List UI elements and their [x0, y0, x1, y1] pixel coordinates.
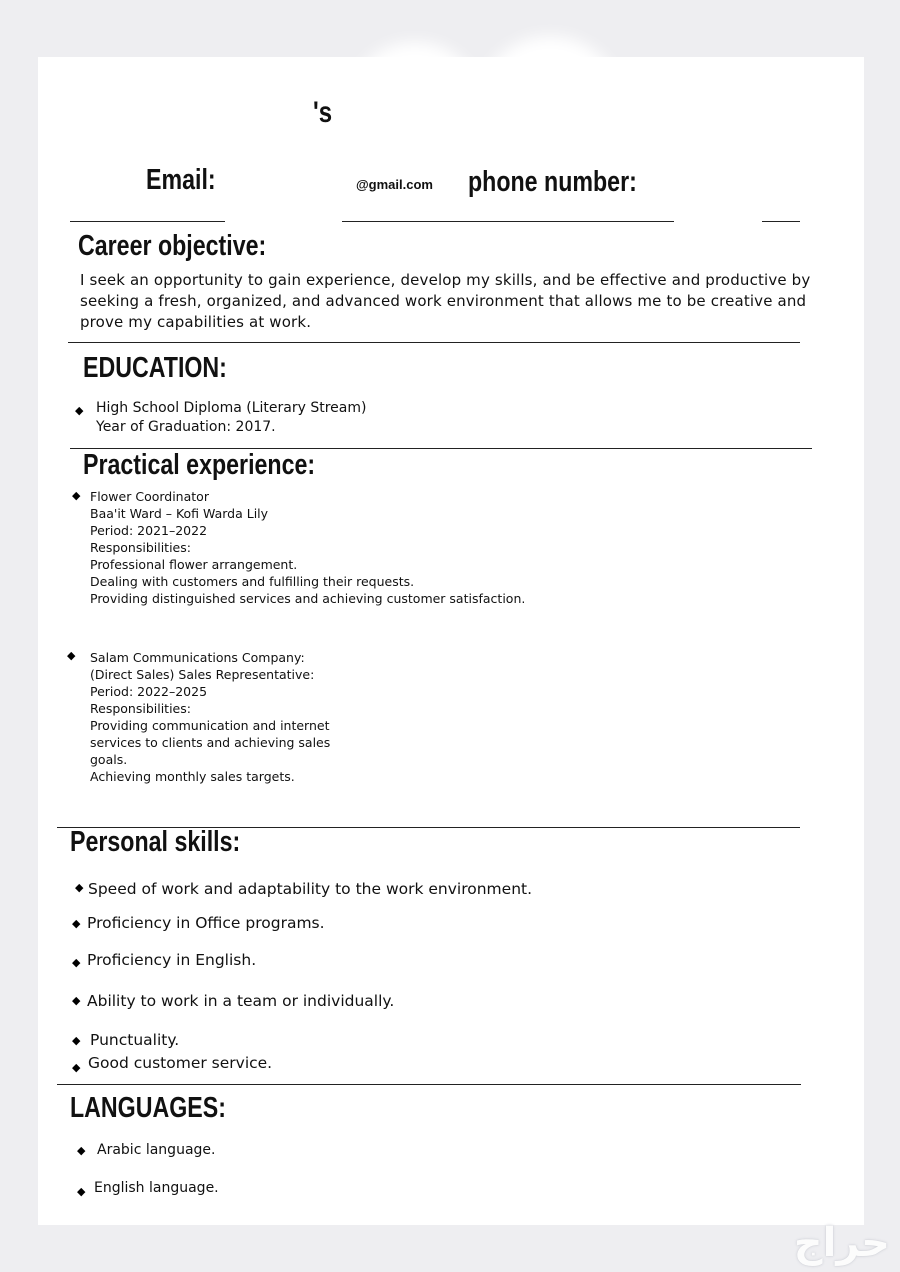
diamond-bullet-icon: ◆	[77, 1185, 86, 1198]
education-title: EDUCATION:	[83, 352, 227, 384]
diamond-bullet-icon: ◆	[72, 994, 81, 1007]
job-line: Providing distinguished services and achieving customer satisfaction.	[90, 591, 526, 606]
skill-item: Proficiency in Office programs.	[87, 914, 325, 932]
diamond-bullet-icon: ◆	[67, 649, 76, 662]
career-line: seeking a fresh, organized, and advanced work environment that allows me to be creative and	[80, 292, 807, 310]
job-line: Providing communication and internet	[90, 718, 330, 733]
job-line: Dealing with customers and fulfilling their requests.	[90, 574, 415, 589]
job-line: Achieving monthly sales targets.	[90, 769, 295, 784]
job-line: Salam Communications Company:	[90, 650, 305, 665]
job-line: goals.	[90, 752, 128, 767]
language-item: English language.	[94, 1180, 219, 1196]
divider	[342, 221, 674, 222]
redaction-blob	[480, 36, 620, 166]
diamond-bullet-icon: ◆	[72, 1034, 81, 1047]
redaction-blob	[350, 42, 480, 162]
experience-title: Practical experience:	[83, 449, 316, 481]
job-line: Professional flower arrangement.	[90, 557, 298, 572]
skill-item: Ability to work in a team or individually.	[87, 992, 395, 1010]
education-entry	[96, 399, 366, 437]
divider	[762, 221, 800, 222]
diamond-bullet-icon: ◆	[72, 917, 81, 930]
job-line: (Direct Sales) Sales Representative:	[90, 667, 315, 682]
career-objective-title: Career objective:	[78, 230, 267, 262]
diamond-bullet-icon: ◆	[72, 956, 81, 969]
job-line: Responsibilities:	[90, 540, 191, 555]
diamond-bullet-icon: ◆	[75, 404, 84, 417]
career-line: I seek an opportunity to gain experience, develop my skills, and be effective and productive by	[80, 271, 811, 289]
diamond-bullet-icon: ◆	[72, 1061, 81, 1074]
job-line: Flower Coordinator	[90, 489, 209, 504]
languages-title: LANGUAGES:	[70, 1092, 226, 1124]
job-line: Period: 2021–2022	[90, 523, 208, 538]
diamond-bullet-icon: ◆	[77, 1144, 86, 1157]
email-label: Email:	[146, 164, 216, 196]
email-value: @gmail.com	[356, 177, 433, 192]
career-line: prove my capabilities at work.	[80, 313, 312, 331]
language-item: Arabic language.	[97, 1142, 216, 1158]
education-line: Year of Graduation: 2017.	[96, 419, 276, 435]
job-line: Responsibilities:	[90, 701, 191, 716]
job-entry-2	[90, 649, 330, 785]
skill-item: Good customer service.	[88, 1054, 273, 1072]
diamond-bullet-icon: ◆	[72, 489, 81, 502]
redaction-blob	[640, 90, 790, 240]
career-objective-text	[80, 270, 811, 333]
education-line: High School Diploma (Literary Stream)	[96, 400, 367, 416]
job-line: Period: 2022–2025	[90, 684, 208, 699]
job-entry-1	[90, 488, 525, 607]
skill-item: Punctuality.	[90, 1031, 180, 1049]
job-line: Baa'it Ward – Kofi Warda Lily	[90, 506, 269, 521]
skill-item: Proficiency in English.	[87, 951, 257, 969]
divider	[70, 221, 225, 222]
redaction-blob	[220, 110, 360, 240]
job-line: services to clients and achieving sales	[90, 735, 331, 750]
diamond-bullet-icon: ◆	[75, 881, 84, 894]
phone-label: phone number:	[468, 166, 637, 198]
watermark-logo: حراج	[793, 1220, 890, 1266]
divider	[68, 342, 800, 343]
divider	[57, 1084, 801, 1085]
skill-item: Speed of work and adaptability to the work environment.	[88, 880, 533, 898]
skills-title: Personal skills:	[70, 826, 241, 858]
name-fragment: 's	[313, 96, 333, 129]
